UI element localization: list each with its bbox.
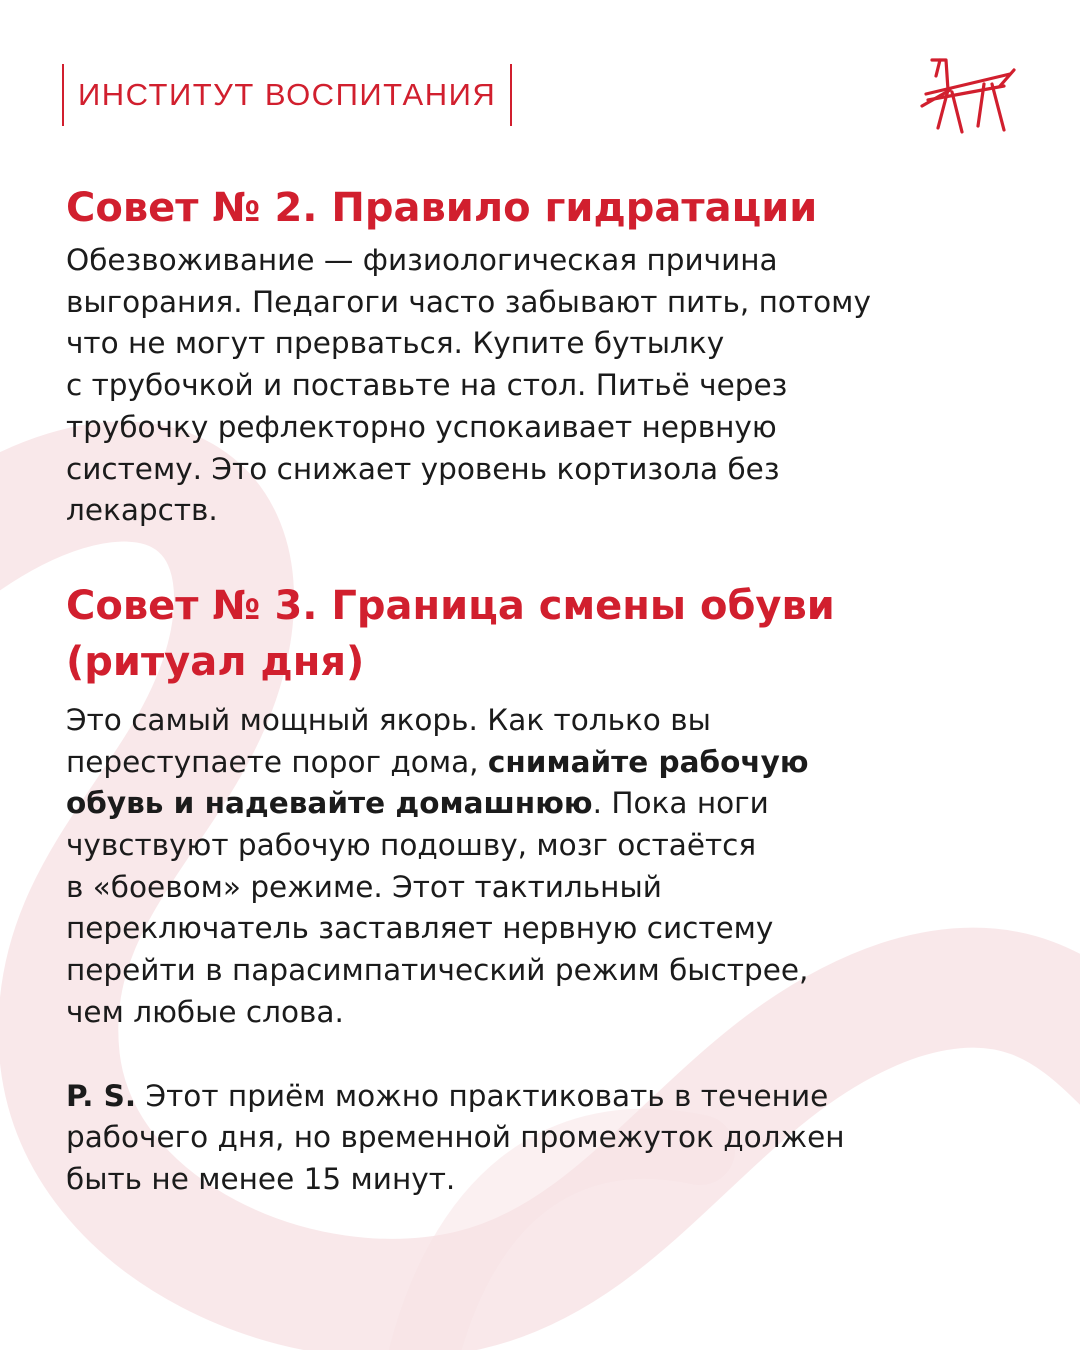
brand-header xyxy=(62,64,512,126)
tip3-line: Это самый мощный якорь. Как только вы xyxy=(66,702,711,737)
tip3-title-line: (ритуал дня) xyxy=(66,638,365,685)
tip3-emphasis: обувь и надевайте домашнюю xyxy=(66,786,593,821)
tip2-line: лекарств. xyxy=(66,493,218,528)
ps-line: рабочего дня, но временной промежуток должен xyxy=(66,1120,845,1155)
chair-horse-logo-icon xyxy=(918,52,1020,136)
tip2-line: с трубочкой и поставьте на стол. Питьё через xyxy=(66,368,788,403)
tip2-line: Обезвоживание — физиологическая причина xyxy=(66,243,778,277)
ps-line xyxy=(66,1076,1016,1118)
tip2-body xyxy=(66,240,1016,532)
tip3-emphasis: снимайте рабочую xyxy=(487,744,809,779)
tip3-line: перейти в парасимпатический режим быстрее, xyxy=(66,953,809,988)
article-content xyxy=(66,180,1016,1201)
tip3-text: переступаете порог дома, xyxy=(66,744,488,779)
ps-label: P. S. xyxy=(66,1078,137,1113)
tip2-line: что не могут прерваться. Купите бутылку xyxy=(66,326,725,361)
ps-line: быть не менее 15 минут. xyxy=(66,1161,456,1196)
tip3-line xyxy=(66,742,1016,784)
tip3-line: чувствуют рабочую подошву, мозг остаётся xyxy=(66,828,757,863)
tip2-title: Совет № 2. Правило гидратации xyxy=(66,185,818,231)
tip3-title-line: Совет № 3. Граница смены обуви xyxy=(66,582,835,629)
tip3-text: . Пока ноги xyxy=(592,786,769,821)
ps-text: Этот приём можно практиковать в течение xyxy=(136,1078,829,1113)
tip2-line: систему. Это снижает уровень кортизола без xyxy=(66,451,780,486)
tip3-line: в «боевом» режиме. Этот тактильный xyxy=(66,869,662,904)
tip3-body xyxy=(66,700,1016,1034)
header-divider-right xyxy=(510,64,512,126)
tip3-title xyxy=(66,578,1016,690)
tip2-line: трубочку рефлекторно успокаивает нервную xyxy=(66,409,777,444)
postscript xyxy=(66,1076,1016,1201)
tip2-line: выгорания. Педагоги часто забывают пить, потому xyxy=(66,284,871,319)
tip3-line: чем любые слова. xyxy=(66,994,344,1029)
tip3-line xyxy=(66,783,1016,825)
brand-name: ИНСТИТУТ ВОСПИТАНИЯ xyxy=(78,77,497,112)
tip3-line: переключатель заставляет нервную систему xyxy=(66,911,774,946)
